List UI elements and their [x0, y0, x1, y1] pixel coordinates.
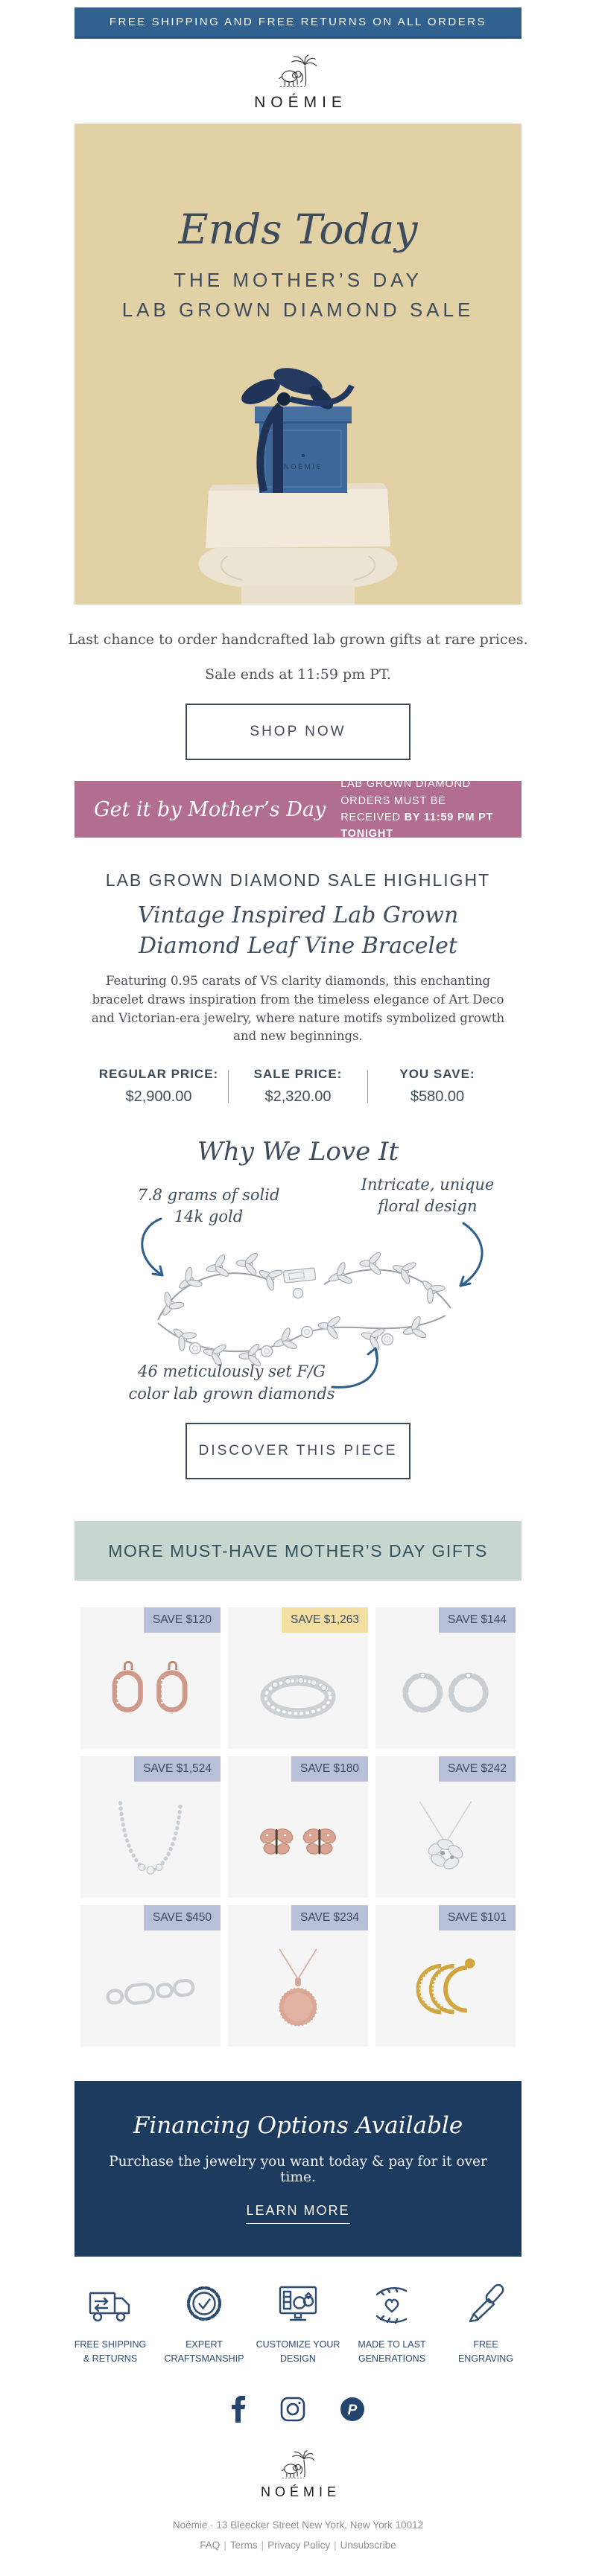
unsubscribe-link[interactable]: Unsubscribe [340, 2539, 396, 2551]
save-badge: SAVE $180 [291, 1756, 368, 1782]
financing-title: Financing Options Available [133, 2112, 463, 2139]
gift-tile-eternity-ring[interactable] [228, 1607, 368, 1749]
privacy-policy-link[interactable]: Privacy Policy [267, 2539, 331, 2551]
intro-section [0, 605, 596, 760]
link-divider: | [334, 2539, 337, 2551]
highlight-eyebrow: LAB GROWN DIAMOND SALE HIGHLIGHT [105, 870, 491, 890]
save-badge: SAVE $234 [291, 1905, 368, 1931]
paperclip-link-bracelet-image [100, 1946, 201, 2039]
monitor-rings-icon [274, 2280, 322, 2328]
gift-tile-gold-hoops[interactable] [375, 1905, 516, 2047]
regular-price-value: $2,900.00 [125, 1088, 192, 1105]
gift-tile-open-circle-earrings[interactable] [375, 1607, 516, 1749]
svg-text:NOÉMIE: NOÉMIE [283, 463, 323, 471]
instagram-icon[interactable] [280, 2397, 305, 2422]
product-title-line2: Diamond Leaf Vine Bracelet [139, 932, 457, 959]
financing-subtitle: Purchase the jewelry you want today & pay for it over time. [109, 2154, 487, 2185]
sale-price-value: $2,320.00 [264, 1088, 332, 1105]
footer-address: Noémie · 13 Bleecker Street New York, New York 10012 [172, 2519, 424, 2531]
urgency-headline: Get it by Mother’s Day [94, 797, 326, 821]
svg-text:P: P [347, 2402, 358, 2418]
save-badge: SAVE $101 [439, 1905, 516, 1931]
save-badge: SAVE $1,263 [282, 1607, 368, 1633]
gifts-band [74, 1521, 522, 1581]
gift-box-on-pedestal-illustration [74, 337, 522, 605]
elephant-palm-logo-icon [280, 2449, 316, 2481]
callout-diamond-count: 46 meticulously set F/G color lab grown diamonds [128, 1362, 335, 1403]
hands-heart-icon [368, 2280, 416, 2328]
feature-free-engraving [443, 2280, 529, 2366]
save-badge: SAVE $242 [439, 1756, 516, 1782]
why-title: Why We Love It [197, 1137, 399, 1167]
urgency-banner [74, 778, 522, 841]
elephant-palm-logo-icon [277, 54, 319, 91]
feature-label: CUSTOMIZE YOUR [256, 2339, 340, 2350]
why-we-love-it-section [0, 1137, 596, 1479]
hero-subtitle-line2: LAB GROWN DIAMOND SALE [121, 299, 475, 322]
brand-wordmark: NOÉMIE [260, 2484, 340, 2499]
triple-gold-hoop-earrings-image [395, 1946, 496, 2039]
coin-pendant-necklace-image [247, 1946, 349, 2039]
feature-customize-design [255, 2280, 341, 2366]
feature-expert-craftsmanship [161, 2280, 247, 2366]
hero-subtitle-line1: THE MOTHER’S DAY [174, 269, 422, 291]
footer-links [0, 2540, 596, 2551]
save-badge: SAVE $450 [144, 1905, 221, 1931]
feature-label: & RETURNS [83, 2353, 138, 2364]
you-save-label: YOU SAVE: [399, 1067, 475, 1081]
flower-pendant-necklace-image [395, 1797, 496, 1890]
urgency-detail [340, 776, 502, 843]
sale-price [229, 1067, 367, 1106]
bracelet-figure [74, 1171, 522, 1412]
price-row [0, 1067, 596, 1106]
email-page [0, 7, 596, 2576]
you-save-value: $580.00 [410, 1088, 465, 1105]
save-badge: SAVE $144 [439, 1607, 516, 1633]
brand-wordmark: NOÉMIE [254, 94, 347, 111]
feature-made-to-last [349, 2280, 435, 2366]
terms-link[interactable]: Terms [229, 2539, 258, 2551]
facebook-icon[interactable] [231, 2396, 246, 2423]
footer-logo[interactable] [0, 2449, 596, 2500]
gift-tile-butterfly-earrings[interactable] [228, 1756, 368, 1898]
hero-section [74, 124, 522, 605]
gift-tile-tennis-necklace[interactable] [80, 1756, 221, 1898]
save-badge: SAVE $1,524 [134, 1756, 221, 1782]
feature-label: FREE [473, 2339, 498, 2350]
features-row [67, 2280, 529, 2366]
regular-price-label: REGULAR PRICE: [98, 1067, 219, 1081]
promo-banner-text: FREE SHIPPING AND FREE RETURNS ON ALL ORDERS [109, 16, 487, 28]
link-divider: | [261, 2539, 264, 2551]
truck-icon [86, 2280, 134, 2328]
rose-gold-hoop-earrings-image [100, 1648, 201, 1741]
feature-label: DESIGN [280, 2353, 316, 2364]
header-logo[interactable] [0, 39, 596, 124]
chisel-icon [462, 2280, 510, 2328]
gift-tile-rose-gold-hoops[interactable] [80, 1607, 221, 1749]
diamond-tennis-necklace-image [100, 1797, 201, 1890]
gifts-band-title: MORE MUST-HAVE MOTHER’S DAY GIFTS [108, 1540, 488, 1560]
urgency-detail-bold: BY 11:59 PM PT TONIGHT [340, 812, 494, 841]
product-description: Featuring 0.95 carats of VS clarity diamonds, this enchanting bracelet draws inspiration from the timeless elegance of Art Deco and Victorian-era jewelry, where nature motifs symbolized growth and new beginnings. [91, 974, 505, 1044]
intro-line1: Last chance to order handcrafted lab grown gifts at rare prices. [68, 631, 528, 648]
feature-label: EXPERT [186, 2339, 223, 2350]
open-circle-diamond-earrings-image [395, 1648, 496, 1741]
save-badge: SAVE $120 [144, 1607, 221, 1633]
feature-label: CRAFTSMANSHIP [164, 2353, 244, 2364]
product-title-line1: Vintage Inspired Lab Grown [137, 902, 459, 928]
regular-price [89, 1067, 228, 1106]
link-divider: | [224, 2539, 226, 2551]
financing-section [74, 2081, 522, 2257]
feature-label: FREE SHIPPING [74, 2339, 147, 2350]
promo-banner [74, 7, 522, 39]
learn-more-link[interactable]: LEARN MORE [246, 2203, 349, 2224]
seal-check-icon [180, 2280, 228, 2328]
shop-now-button[interactable]: SHOP NOW [186, 704, 410, 760]
intro-line2: Sale ends at 11:59 pm PT. [205, 666, 391, 683]
discover-this-piece-button[interactable]: DISCOVER THIS PIECE [186, 1423, 410, 1479]
feature-label: MADE TO LAST [358, 2339, 426, 2350]
feature-label: ENGRAVING [457, 2353, 514, 2364]
pinterest-icon[interactable] [340, 2397, 365, 2422]
gift-tile-coin-necklace[interactable] [228, 1905, 368, 2047]
diamond-eternity-ring-image [247, 1648, 349, 1741]
hero-title: Ends Today [178, 205, 418, 253]
sale-highlight-section [0, 838, 596, 1106]
gifts-section [0, 1521, 596, 2047]
feature-label: GENERATIONS [358, 2353, 426, 2364]
gifts-grid [0, 1607, 596, 2047]
sale-price-label: SALE PRICE: [253, 1067, 343, 1081]
gift-tile-link-bracelet[interactable] [80, 1905, 221, 2047]
callout-gold-weight: 7.8 grams of solid 14k gold [137, 1186, 280, 1226]
social-row [0, 2396, 596, 2423]
urgency-detail-regular: LAB GROWN DIAMOND ORDERS MUST BE RECEIVED [340, 778, 471, 823]
you-save [368, 1067, 507, 1106]
butterfly-stud-earrings-image [247, 1797, 349, 1890]
callout-floral-design: Intricate, unique floral design [361, 1176, 495, 1216]
faq-link[interactable]: FAQ [200, 2539, 221, 2551]
feature-free-shipping [67, 2280, 153, 2366]
gift-tile-flower-necklace[interactable] [375, 1756, 516, 1898]
footer [0, 2519, 596, 2551]
